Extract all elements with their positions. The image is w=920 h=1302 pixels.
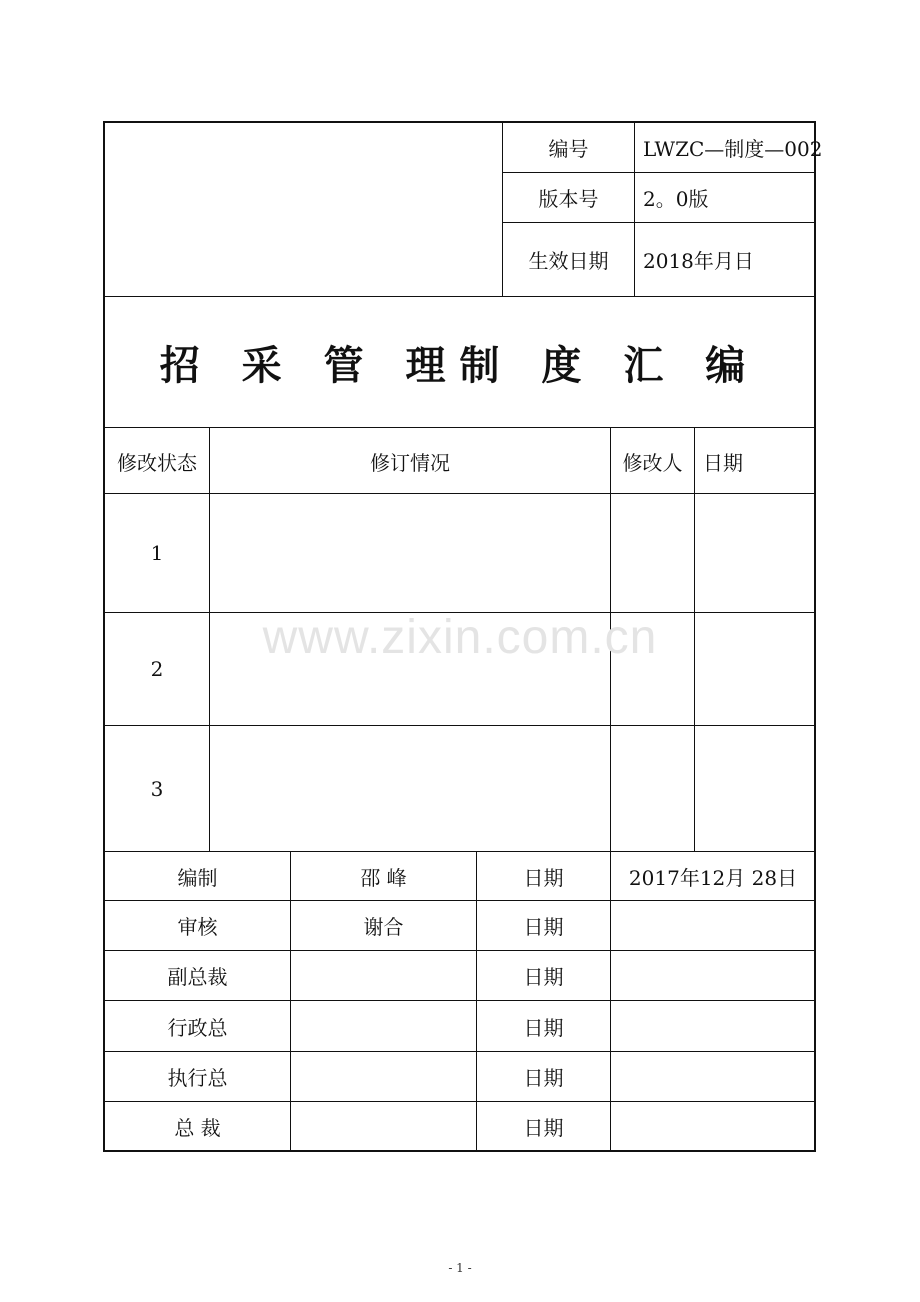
approval-date: 2017年12月 28日 xyxy=(628,865,798,890)
revision-row-date xyxy=(695,613,815,725)
revision-row-date xyxy=(695,726,815,851)
approval-date xyxy=(611,901,815,950)
approval-name xyxy=(291,1052,476,1101)
approval-date-label: 日期 xyxy=(523,965,564,989)
approval-role: 审核 xyxy=(177,915,218,939)
approval-name xyxy=(291,951,476,1000)
approval-name xyxy=(291,1102,476,1150)
approval-date-label: 日期 xyxy=(523,915,564,939)
page-title: 招 采 管 理制 度 汇 编 xyxy=(159,343,760,389)
approval-date xyxy=(611,951,815,1000)
revision-row-modifier xyxy=(611,726,694,851)
approval-date xyxy=(611,1052,815,1101)
revision-modifier-header: 修改人 xyxy=(622,450,683,475)
approval-role: 总 裁 xyxy=(174,1115,221,1140)
revision-row-status: 1 xyxy=(150,541,164,565)
title-bottom-line xyxy=(104,427,815,428)
approval-role: 副总裁 xyxy=(167,965,228,989)
revision-row-status: 2 xyxy=(150,657,164,681)
header-bottom-line xyxy=(104,296,815,297)
approval-date xyxy=(611,1001,815,1051)
approval-role: 编制 xyxy=(177,865,218,890)
approval-date xyxy=(611,1102,815,1150)
approval-name xyxy=(291,1001,476,1051)
approval-date-label: 日期 xyxy=(523,1115,564,1140)
revision-row-details xyxy=(210,494,610,612)
approval-name: 谢合 xyxy=(363,915,404,939)
approval-role: 执行总 xyxy=(167,1066,228,1090)
revision-row-modifier xyxy=(611,494,694,612)
approval-date-label: 日期 xyxy=(523,1066,564,1090)
revision-date-header: 日期 xyxy=(703,450,743,475)
revision-details-header: 修订情况 xyxy=(370,450,450,475)
revision-row-date xyxy=(695,494,815,612)
page-number: - 1 - xyxy=(448,1261,472,1275)
code-value: LWZC—制度—002 xyxy=(643,137,823,161)
watermark: www.zixin.com.cn xyxy=(262,610,658,664)
version-label: 版本号 xyxy=(538,187,599,211)
code-label: 编号 xyxy=(548,137,589,161)
effective-date-label: 生效日期 xyxy=(528,249,609,273)
approval-date-label: 日期 xyxy=(523,865,564,890)
approval-role: 行政总 xyxy=(167,1015,228,1040)
revision-row-details xyxy=(210,726,610,851)
revision-row-status: 3 xyxy=(150,776,164,801)
approval-date-label: 日期 xyxy=(523,1015,564,1040)
version-value: 2。0版 xyxy=(643,187,709,211)
approval-name: 邵 峰 xyxy=(360,865,407,890)
revision-status-header: 修改状态 xyxy=(117,450,197,475)
effective-date-value: 2018年月日 xyxy=(643,249,754,273)
